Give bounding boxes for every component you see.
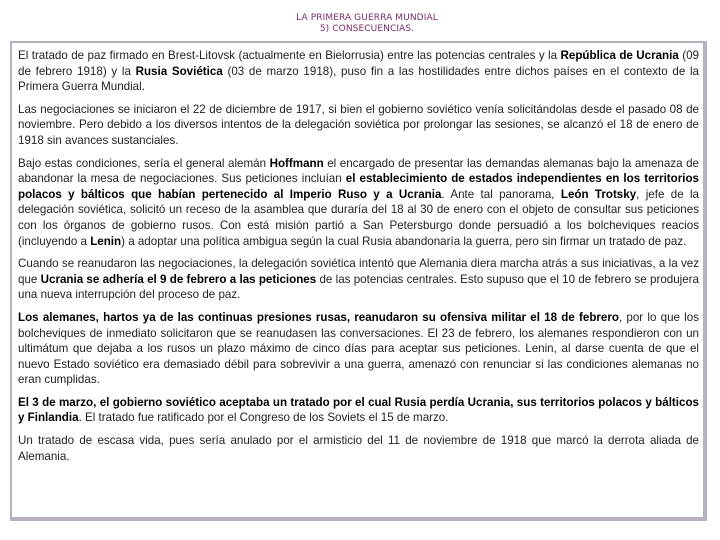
bold-text-segment: León Trotsky: [560, 187, 637, 201]
slide-header: [0, 13, 720, 35]
text-segment: , jefe de la delegación soviética, solicitó un receso de la asamblea que duraría del 18 al 30 de enero con el objeto de consultar sus peticiones con los órganos de gobierno rusos. Con está misión partió a San Petersburgo donde persuadió a los bolcheviques reacios (incluyendo a: [18, 187, 699, 248]
bold-text-segment: el establecimiento de estados independientes en los territorios polacos y bálticos que habían pertenecido al Imperio Ruso y a Ucrania: [18, 172, 699, 201]
paragraph: [18, 102, 699, 149]
paragraph: [18, 433, 699, 464]
paragraph: [18, 256, 699, 303]
paragraph: [18, 310, 699, 388]
bold-text-segment: Lenin: [90, 234, 122, 248]
paragraph: [18, 48, 699, 95]
bold-text-segment: Los alemanes, hartos ya de las continuas presiones rusas, reanudaron su ofensiva militar el 18 de febrero: [18, 310, 619, 324]
text-segment: (09 de febrero 1918) y la: [18, 49, 699, 78]
paragraph: [18, 395, 699, 426]
text-segment: de las potencias centrales. Esto supuso que el 10 de febrero se produjera una nueva interrupción del proceso de paz.: [18, 272, 699, 302]
text-segment: el encargado de presentar las demandas alemanas bajo la amenaza de abandonar la mesa de negociaciones. Sus peticiones incluían: [18, 156, 700, 186]
header-subtitle: 5) CONSECUENCIAS.: [319, 24, 415, 34]
bold-text-segment: El 3 de marzo, el gobierno soviético aceptaba un tratado por el cual Rusia perdía Ucrania, sus territorios polacos y bálticos y Finlandia: [18, 395, 699, 425]
text-segment: . Ante tal panorama,: [441, 187, 561, 201]
text-segment: Un tratado de escasa vida, pues sería anulado por el armisticio del 11 de noviembre de 1918 que marcó la derrota aliada de Alemania.: [18, 434, 699, 463]
content-body: [18, 48, 699, 471]
text-segment: Las negociaciones se iniciaron el 22 de diciembre de 1917, si bien el gobierno soviético venía solicitándolas desde el pasado 08 de noviembre. Pero debido a los diversos intentos de la delegación soviética por prolongar las sesiones, se alcanzó el 18 de enero de 1918 sin avances sustanciales.: [18, 102, 699, 147]
text-segment: . El tratado fue ratificado por el Congreso de los Soviets el 15 de marzo.: [78, 411, 449, 425]
text-segment: El tratado de paz firmado en Brest-Litovsk (actualmente en Bielorrusia) entre las potencias centrales y la: [18, 49, 561, 62]
text-segment: ) a adoptar una política ambigua según la cual Rusia abandonaría la guerra, pero sin firmar un tratado de paz.: [121, 234, 687, 248]
bold-text-segment: Rusia Soviética: [135, 64, 223, 78]
bold-text-segment: República de Ucrania: [560, 49, 679, 62]
bold-text-segment: Ucrania se adhería el 9 de febrero a las peticiones: [40, 272, 317, 286]
text-segment: Cuando se reanudaron las negociaciones, la delegación soviética intentó que Alemania diera marcha atrás a sus iniciativas, a la vez que: [18, 257, 699, 286]
paragraph: [18, 156, 699, 250]
header-title: LA PRIMERA GUERRA MUNDIAL: [296, 13, 438, 23]
text-segment: (03 de marzo 1918), puso fin a las hostilidades entre dichos países en el contexto de la Primera Guerra Mundial.: [18, 64, 699, 94]
text-segment: , por lo que los bolcheviques de inmediato solicitaron que se reanudasen las conversaciones. El 23 de febrero, los alemanes respondieron con un ultimátum que dejaba a los rusos un plazo máximo de cinco días para aceptar sus peticiones. Lenin, al darse cuenta de que el nuevo Estado soviético era demasiado débil para sobrevivir a una guerra, amenazó con renunciar si las condiciones alemanas no eran cumplidas.: [18, 310, 699, 387]
bold-text-segment: Hoffmann: [269, 156, 324, 170]
text-segment: Bajo estas condiciones, sería el general alemán: [18, 156, 270, 170]
